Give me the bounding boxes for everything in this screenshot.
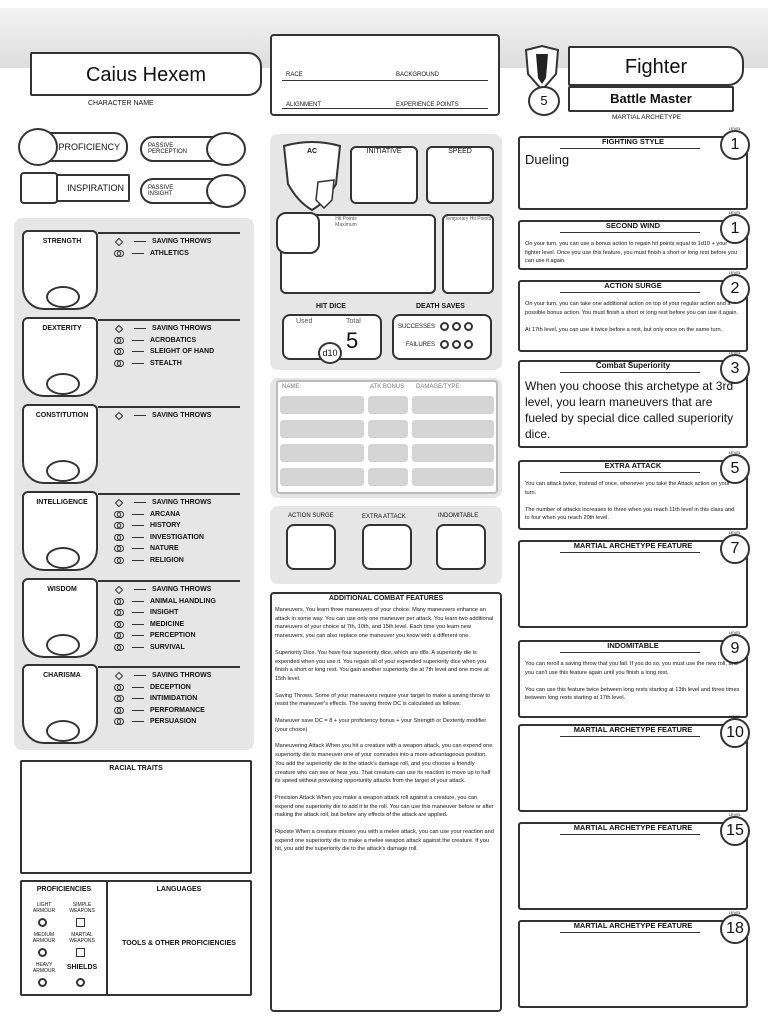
expertise-dot-icon[interactable] [117, 360, 124, 367]
expertise-dot-icon[interactable] [117, 632, 124, 639]
skill-list [114, 236, 244, 259]
level-word: LEVEL [728, 812, 742, 817]
feature-title: MARTIAL ARCHETYPE FEATURE [573, 541, 693, 550]
ability-divider [98, 580, 240, 582]
skill-row[interactable] [114, 693, 244, 705]
skill-label: INVESTIGATION [150, 533, 204, 541]
skill-row[interactable] [114, 532, 244, 544]
level-word: LEVEL [728, 350, 742, 355]
expertise-dot-icon[interactable] [117, 534, 124, 541]
attack-damage-header: DAMAGE/TYPE [416, 384, 460, 390]
expertise-dot-icon[interactable] [117, 545, 124, 552]
ability-modifier-oval[interactable] [46, 373, 80, 395]
additional-paragraph: Maneuvering Attack When you hit a creature with a weapon attack, you can expend one superiority die to maneuver one of your comrades into a more advantageous position. You add the superiority die to the attack's damage roll, and you choose a friendly creature who can see or hear you. That creature can use its reaction to move up to half its speed without provoking opportunity attacks from the target of your attack. [275, 743, 493, 785]
expertise-dot-icon[interactable] [117, 348, 124, 355]
skill-label: PERFORMANCE [150, 706, 205, 714]
passive-perception-circle[interactable] [206, 132, 246, 166]
skill-list [114, 410, 244, 422]
hit-dice-used: Used [296, 318, 313, 325]
feature-title: MARTIAL ARCHETYPE FEATURE [573, 921, 693, 930]
save-proficiency-diamond-icon[interactable] [115, 412, 123, 420]
initiative-box[interactable] [350, 146, 418, 204]
skill-bonus-field[interactable] [134, 241, 146, 242]
feature-title-underline [560, 652, 700, 653]
additional-paragraph: Riposte When a creature misses you with a melee attack, you can use your reaction and expend one superiority die to make a melee weapon attack against the creature. If you hit, you add the superiority die to the attack's damage roll. [275, 829, 494, 853]
level-word: LEVEL [728, 210, 742, 215]
feature-title-underline [560, 552, 700, 553]
feature-text[interactable]: You can attack twice, instead of once, whenever you take the Attack action on your turn. The number of attacks increases to three when you reach 11th level in this class and to four when you reach 20th level. [525, 481, 735, 522]
skill-bonus-field[interactable] [132, 635, 144, 636]
skill-bonus-field[interactable] [134, 415, 146, 416]
skill-row[interactable] [114, 555, 244, 567]
heavy-armour-label: HEAVY ARMOUR [32, 962, 56, 974]
passive-insight-circle[interactable] [206, 174, 246, 208]
attack-bonus-header: ATK BONUS [370, 384, 405, 390]
background-label: BACKGROUND [396, 72, 440, 78]
success-checkbox-2[interactable] [452, 322, 461, 331]
hit-dice-total-label: Total [346, 318, 361, 325]
temp-hp-label: Temporary Hit Points [444, 216, 492, 222]
feature-title-underline [560, 372, 700, 373]
feature-text[interactable]: On your turn, you can take one additional action on top of your regular action and a possible bonus action. You must finish a short or long rest before you can use it again. At 17th level, you can use it twice before a rest, but only once on the same turn. [525, 301, 739, 333]
skill-label: SAVING THROWS [152, 238, 212, 246]
attack-row-2-damage[interactable] [412, 420, 494, 438]
feature-title-underline [560, 736, 700, 737]
ability-score-box[interactable] [22, 404, 98, 484]
light-armour-toggle[interactable] [38, 918, 47, 927]
feature-box[interactable] [518, 630, 748, 718]
ability-constitution [22, 404, 240, 484]
ability-intelligence [22, 491, 240, 571]
save-proficiency-diamond-icon[interactable] [115, 499, 123, 507]
skill-row[interactable] [114, 509, 244, 521]
skill-label: SLEIGHT OF HAND [150, 348, 215, 356]
feature-text[interactable]: On your turn, you can use a bonus action to regain hit points equal to 1d10 + your fighter level. Once you use this feature, you must finish a short or long rest before you can use it again. [525, 241, 738, 265]
feature-title-underline [560, 932, 700, 933]
skill-bonus-field[interactable] [132, 514, 144, 515]
ability-name: WISDOM [47, 586, 77, 593]
feature-level: 2 [730, 280, 740, 297]
skill-row[interactable] [114, 596, 244, 608]
skill-list [114, 584, 244, 653]
feature-box[interactable] [518, 714, 748, 812]
feature-text[interactable]: When you choose this archetype at 3rd level, you learn maneuvers that are fueled by special dice called superiority dice. [525, 379, 734, 441]
skill-bonus-field[interactable] [132, 548, 144, 549]
feature-level: 18 [726, 920, 744, 937]
hp-max-circle[interactable] [276, 212, 320, 254]
temp-hp-box[interactable] [442, 214, 494, 294]
ability-strength [22, 230, 240, 310]
extra-attack-tracker[interactable] [362, 524, 412, 570]
skill-row[interactable] [114, 716, 244, 728]
skill-row[interactable] [114, 520, 244, 532]
expertise-dot-icon[interactable] [117, 522, 124, 529]
hp-max-label: Hit Points Maximum [335, 216, 357, 228]
expertise-dot-icon[interactable] [117, 684, 124, 691]
ac-label: AC [306, 148, 318, 155]
medium-armour-toggle[interactable] [38, 948, 47, 957]
expertise-dot-icon[interactable] [117, 718, 124, 725]
save-proficiency-diamond-icon[interactable] [115, 586, 123, 594]
speed-box[interactable] [426, 146, 494, 204]
skill-bonus-field[interactable] [132, 601, 144, 602]
feature-title-underline [560, 834, 700, 835]
skill-row[interactable] [114, 358, 244, 370]
skill-label: HISTORY [150, 522, 181, 530]
skill-row[interactable] [114, 335, 244, 347]
save-proficiency-diamond-icon[interactable] [115, 325, 123, 333]
level-word: LEVEL [728, 910, 742, 915]
additional-paragraph: Maneuvers. You learn three maneuvers of your choice. Many maneuvers enhance an attack in some way. You can use only one maneuver per attack. You learn two additional maneuvers of your choice at 7th, 10th, and 15th level. Each time you learn new maneuvers, you can also replace one maneuver you know with a different one. [275, 607, 494, 640]
skill-label: MEDICINE [150, 620, 185, 628]
skill-row[interactable] [114, 584, 244, 596]
action-surge-label: ACTION SURGE [288, 513, 334, 519]
skill-bonus-field[interactable] [132, 687, 144, 688]
ability-modifier-oval[interactable] [46, 634, 80, 656]
skill-label: RELIGION [150, 556, 184, 564]
save-proficiency-diamond-icon[interactable] [115, 238, 123, 246]
action-surge-tracker[interactable] [286, 524, 336, 570]
archetype-name[interactable]: Battle Master [610, 91, 692, 106]
skill-bonus-field[interactable] [132, 525, 144, 526]
expertise-dot-icon[interactable] [117, 598, 124, 605]
light-armour-label: LIGHT ARMOUR [32, 902, 56, 914]
attack-row-1-name[interactable] [280, 396, 364, 414]
skill-bonus-field[interactable] [132, 363, 144, 364]
feature-title: SECOND WIND [605, 221, 661, 230]
hit-dice-label: HIT DICE [316, 303, 346, 310]
skill-label: INTIMIDATION [150, 695, 198, 703]
skill-label: NATURE [150, 545, 179, 553]
expertise-dot-icon[interactable] [117, 609, 124, 616]
feature-text[interactable]: Dueling [525, 152, 570, 167]
skill-bonus-field[interactable] [132, 698, 144, 699]
proficiency-circle[interactable] [18, 128, 58, 166]
attack-row-4-name[interactable] [280, 468, 364, 486]
ability-name: DEXTERITY [42, 325, 82, 332]
proficiency-label: PROFICIENCY [58, 142, 120, 152]
ability-score-box[interactable] [22, 230, 98, 310]
additional-features-title: ADDITIONAL COMBAT FEATURES [328, 595, 444, 602]
skill-bonus-field[interactable] [132, 560, 144, 561]
skill-label: ARCANA [150, 510, 181, 518]
ability-modifier-oval[interactable] [46, 460, 80, 482]
class-name[interactable]: Fighter [624, 56, 688, 78]
experience-label: EXPERIENCE POINTS [396, 102, 459, 108]
failure-checkbox-3[interactable] [464, 340, 473, 349]
expertise-dot-icon[interactable] [117, 557, 124, 564]
feature-title-underline [560, 232, 700, 233]
indomitable-label: INDOMITABLE [438, 513, 479, 519]
extra-attack-label: EXTRA ATTACK [362, 514, 406, 520]
medium-armour-label: MEDIUM ARMOUR [32, 932, 56, 944]
feature-level: 7 [730, 540, 740, 557]
ability-name: CONSTITUTION [35, 412, 89, 419]
feature-level: 1 [730, 220, 740, 237]
ability-modifier-oval[interactable] [46, 286, 80, 308]
simple-weapons-toggle[interactable] [76, 918, 85, 927]
attack-row-3-bonus[interactable] [368, 444, 408, 462]
alignment-label: ALIGNMENT [286, 102, 322, 108]
class-box[interactable] [568, 46, 744, 86]
level-word: LEVEL [728, 630, 742, 635]
skill-label: SAVING THROWS [152, 672, 212, 680]
expertise-dot-icon[interactable] [117, 621, 124, 628]
skill-row[interactable] [114, 497, 244, 509]
feature-level: 9 [730, 640, 740, 657]
success-checkbox-1[interactable] [440, 322, 449, 331]
death-saves-box [392, 314, 492, 360]
additional-features-text [272, 602, 500, 854]
expertise-dot-icon[interactable] [117, 337, 124, 344]
ability-divider [98, 319, 240, 321]
expertise-dot-icon[interactable] [117, 250, 124, 257]
skill-label: ATHLETICS [150, 249, 189, 257]
level-word: LEVEL [728, 530, 742, 535]
racial-traits-box[interactable] [20, 760, 252, 874]
feature-level: 1 [730, 136, 740, 153]
expertise-dot-icon[interactable] [117, 511, 124, 518]
skill-label: PERSUASION [150, 718, 197, 726]
tools-label: TOOLS & OTHER PROFICIENCIES [122, 940, 236, 947]
feature-box[interactable] [518, 812, 748, 910]
ability-divider [98, 232, 240, 234]
attack-row-3-damage[interactable] [412, 444, 494, 462]
additional-paragraph: Precision Attack When you make a weapon attack roll against a creature, you can expend one superiority die to add it to the roll. You can use this maneuver before or after making the attack roll, but before any effects of the attack are applied. [275, 794, 494, 819]
feature-level: 10 [726, 724, 744, 741]
feature-title: INDOMITABLE [607, 641, 659, 650]
ability-wisdom [22, 578, 240, 658]
passive-insight-label: PASSIVE INSIGHT [148, 185, 174, 197]
shields-toggle[interactable] [76, 978, 85, 987]
ability-name: INTELLIGENCE [36, 499, 88, 506]
skill-bonus-field[interactable] [132, 721, 144, 722]
skill-row[interactable] [114, 607, 244, 619]
skill-bonus-field[interactable] [132, 537, 144, 538]
skill-label: ACROBATICS [150, 336, 197, 344]
skill-row[interactable] [114, 410, 244, 422]
archetype-box[interactable] [568, 86, 734, 112]
attack-row-4-damage[interactable] [412, 468, 494, 486]
feature-box[interactable] [518, 910, 748, 1008]
feature-title: Combat Superiority [595, 361, 671, 370]
skill-row[interactable] [114, 619, 244, 631]
failure-checkbox-1[interactable] [440, 340, 449, 349]
death-saves-label: DEATH SAVES [416, 303, 465, 310]
skill-row[interactable] [114, 705, 244, 717]
character-name-box[interactable] [30, 52, 262, 96]
attack-row-2-bonus[interactable] [368, 420, 408, 438]
ability-score-box[interactable] [22, 664, 98, 744]
feature-level-badge [720, 812, 750, 846]
feature-box[interactable] [518, 126, 748, 210]
attack-row-1-bonus[interactable] [368, 396, 408, 414]
attack-row-4-bonus[interactable] [368, 468, 408, 486]
martial-weapons-toggle[interactable] [76, 948, 85, 957]
skill-label: STEALTH [150, 359, 182, 367]
feature-box[interactable] [518, 450, 748, 530]
skill-row[interactable] [114, 236, 244, 248]
skill-row[interactable] [114, 248, 244, 260]
skill-row[interactable] [114, 642, 244, 654]
skill-bonus-field[interactable] [132, 624, 144, 625]
skill-list [114, 497, 244, 566]
level-word: LEVEL [728, 270, 742, 275]
attack-row-1-damage[interactable] [412, 396, 494, 414]
feature-level-badge [720, 910, 750, 944]
successes-label: SUCCESSES [398, 324, 436, 330]
skill-row[interactable] [114, 346, 244, 358]
feature-box[interactable] [518, 530, 748, 628]
proficiencies-title: PROFICIENCIES [36, 886, 92, 893]
feature-level-badge [720, 530, 750, 564]
archetype-label: MARTIAL ARCHETYPE [612, 114, 681, 121]
skill-label: SAVING THROWS [152, 586, 212, 594]
shields-label: SHIELDS [66, 964, 98, 971]
additional-paragraph: Maneuver save DC = 8 + your proficiency bonus + your Strength or Dexterity modifier (your choice) [275, 718, 487, 733]
skill-label: ANIMAL HANDLING [150, 597, 216, 605]
hit-die-type: d10 [318, 342, 342, 364]
feature-level: 3 [730, 360, 740, 377]
feature-title-underline [560, 472, 700, 473]
attack-row-2-name[interactable] [280, 420, 364, 438]
skill-label: INSIGHT [150, 609, 179, 617]
skill-label: DECEPTION [150, 683, 191, 691]
skill-bonus-field[interactable] [132, 710, 144, 711]
skill-list [114, 670, 244, 728]
feature-title: FIGHTING STYLE [601, 137, 665, 146]
feature-title: EXTRA ATTACK [604, 461, 662, 470]
languages-box[interactable] [106, 880, 252, 996]
ability-dexterity [22, 317, 240, 397]
skill-row[interactable] [114, 323, 244, 335]
simple-weapons-label: SIMPLE WEAPONS [69, 902, 95, 914]
skill-row[interactable] [114, 630, 244, 642]
feature-title-underline [560, 148, 700, 149]
skill-label: SAVING THROWS [152, 325, 212, 333]
character-name-label: CHARACTER NAME [88, 100, 154, 107]
skill-row[interactable] [114, 682, 244, 694]
ability-divider [98, 406, 240, 408]
skill-bonus-field[interactable] [132, 612, 144, 613]
ability-score-box[interactable] [22, 491, 98, 571]
feature-box[interactable] [518, 350, 748, 448]
hit-dice-total-value[interactable]: 5 [346, 328, 359, 353]
feature-title: MARTIAL ARCHETYPE FEATURE [573, 725, 693, 734]
expertise-dot-icon[interactable] [117, 644, 124, 651]
skill-row[interactable] [114, 670, 244, 682]
skill-list [114, 323, 244, 369]
racial-traits-label: RACIAL TRAITS [109, 765, 163, 772]
skill-bonus-field[interactable] [134, 675, 146, 676]
ability-name: CHARISMA [43, 672, 81, 679]
feature-level: 5 [730, 460, 740, 477]
skill-label: SAVING THROWS [152, 499, 212, 507]
skill-label: SURVIVAL [150, 643, 185, 651]
skill-label: SAVING THROWS [152, 412, 212, 420]
initiative-label: INITIATIVE [366, 148, 402, 155]
feature-title-underline [560, 292, 700, 293]
skill-bonus-field[interactable] [134, 502, 146, 503]
additional-paragraph: Superiority Dice. You have four superiority dice, which are d8s. A superiority die is expended when you use it. You regain all of your expended superiority dice when you finish a short or long rest. You gain another superiority die at 7th level and one more at 15th level. [275, 649, 489, 682]
skill-bonus-field[interactable] [132, 351, 144, 352]
feature-level-badge [720, 714, 750, 748]
success-checkbox-3[interactable] [464, 322, 473, 331]
passive-perception-label: PASSIVE PERCEPTION [148, 143, 188, 155]
skill-bonus-field[interactable] [132, 253, 144, 254]
failures-label: FAILURES [406, 342, 436, 348]
additional-features-box [270, 592, 502, 1012]
martial-weapons-label: MARTIAL WEAPONS [69, 932, 95, 944]
skill-bonus-field[interactable] [132, 647, 144, 648]
character-name[interactable]: Caius Hexem [85, 64, 207, 86]
additional-paragraph: Saving Throws. Some of your maneuvers require your target to make a saving throw to resist the maneuver's effects. The saving throw DC is calculated as follows: [275, 692, 491, 708]
languages-label: LANGUAGES [156, 886, 202, 893]
level-word: LEVEL [728, 714, 742, 719]
feature-box[interactable] [518, 210, 748, 270]
ability-divider [98, 666, 240, 668]
race-background-box [270, 34, 500, 116]
feature-box[interactable] [518, 270, 748, 352]
ability-divider [98, 493, 240, 495]
save-proficiency-diamond-icon[interactable] [115, 672, 123, 680]
expertise-dot-icon[interactable] [117, 695, 124, 702]
feature-text[interactable]: You can reroll a saving throw that you fail. If you do so, you must use the new roll, and you can't use this feature again until you finish a long rest. You can use this feature twice between long rests starting at 13th level and three times between long rests starting at 17th level. [525, 661, 740, 702]
skill-bonus-field[interactable] [132, 340, 144, 341]
race-label: RACE [286, 72, 303, 78]
heavy-armour-toggle[interactable] [38, 978, 47, 987]
attacks-table [276, 380, 498, 494]
ability-modifier-oval[interactable] [46, 547, 80, 569]
attack-row-3-name[interactable] [280, 444, 364, 462]
speed-label: SPEED [448, 148, 472, 155]
ability-score-box[interactable] [22, 317, 98, 397]
feature-title: ACTION SURGE [604, 281, 662, 290]
skill-bonus-field[interactable] [134, 589, 146, 590]
skill-row[interactable] [114, 543, 244, 555]
feature-level: 15 [726, 822, 744, 839]
feature-title: MARTIAL ARCHETYPE FEATURE [573, 823, 693, 832]
ability-score-box[interactable] [22, 578, 98, 658]
skill-bonus-field[interactable] [134, 328, 146, 329]
level-badge[interactable]: 5 [528, 86, 560, 116]
indomitable-tracker[interactable] [436, 524, 486, 570]
inspiration-square[interactable] [20, 172, 58, 204]
inspiration-label: INSPIRATION [67, 183, 124, 193]
ability-name: STRENGTH [42, 238, 82, 245]
attack-name-header: NAME [282, 384, 300, 390]
ability-charisma [22, 664, 240, 744]
failure-checkbox-2[interactable] [452, 340, 461, 349]
level-word: LEVEL [728, 450, 742, 455]
proficiencies-box [20, 880, 108, 996]
ability-modifier-oval[interactable] [46, 720, 80, 742]
expertise-dot-icon[interactable] [117, 707, 124, 714]
level-word: LEVEL [728, 126, 742, 131]
armor-class-shield[interactable] [278, 140, 346, 212]
skill-label: PERCEPTION [150, 632, 196, 640]
